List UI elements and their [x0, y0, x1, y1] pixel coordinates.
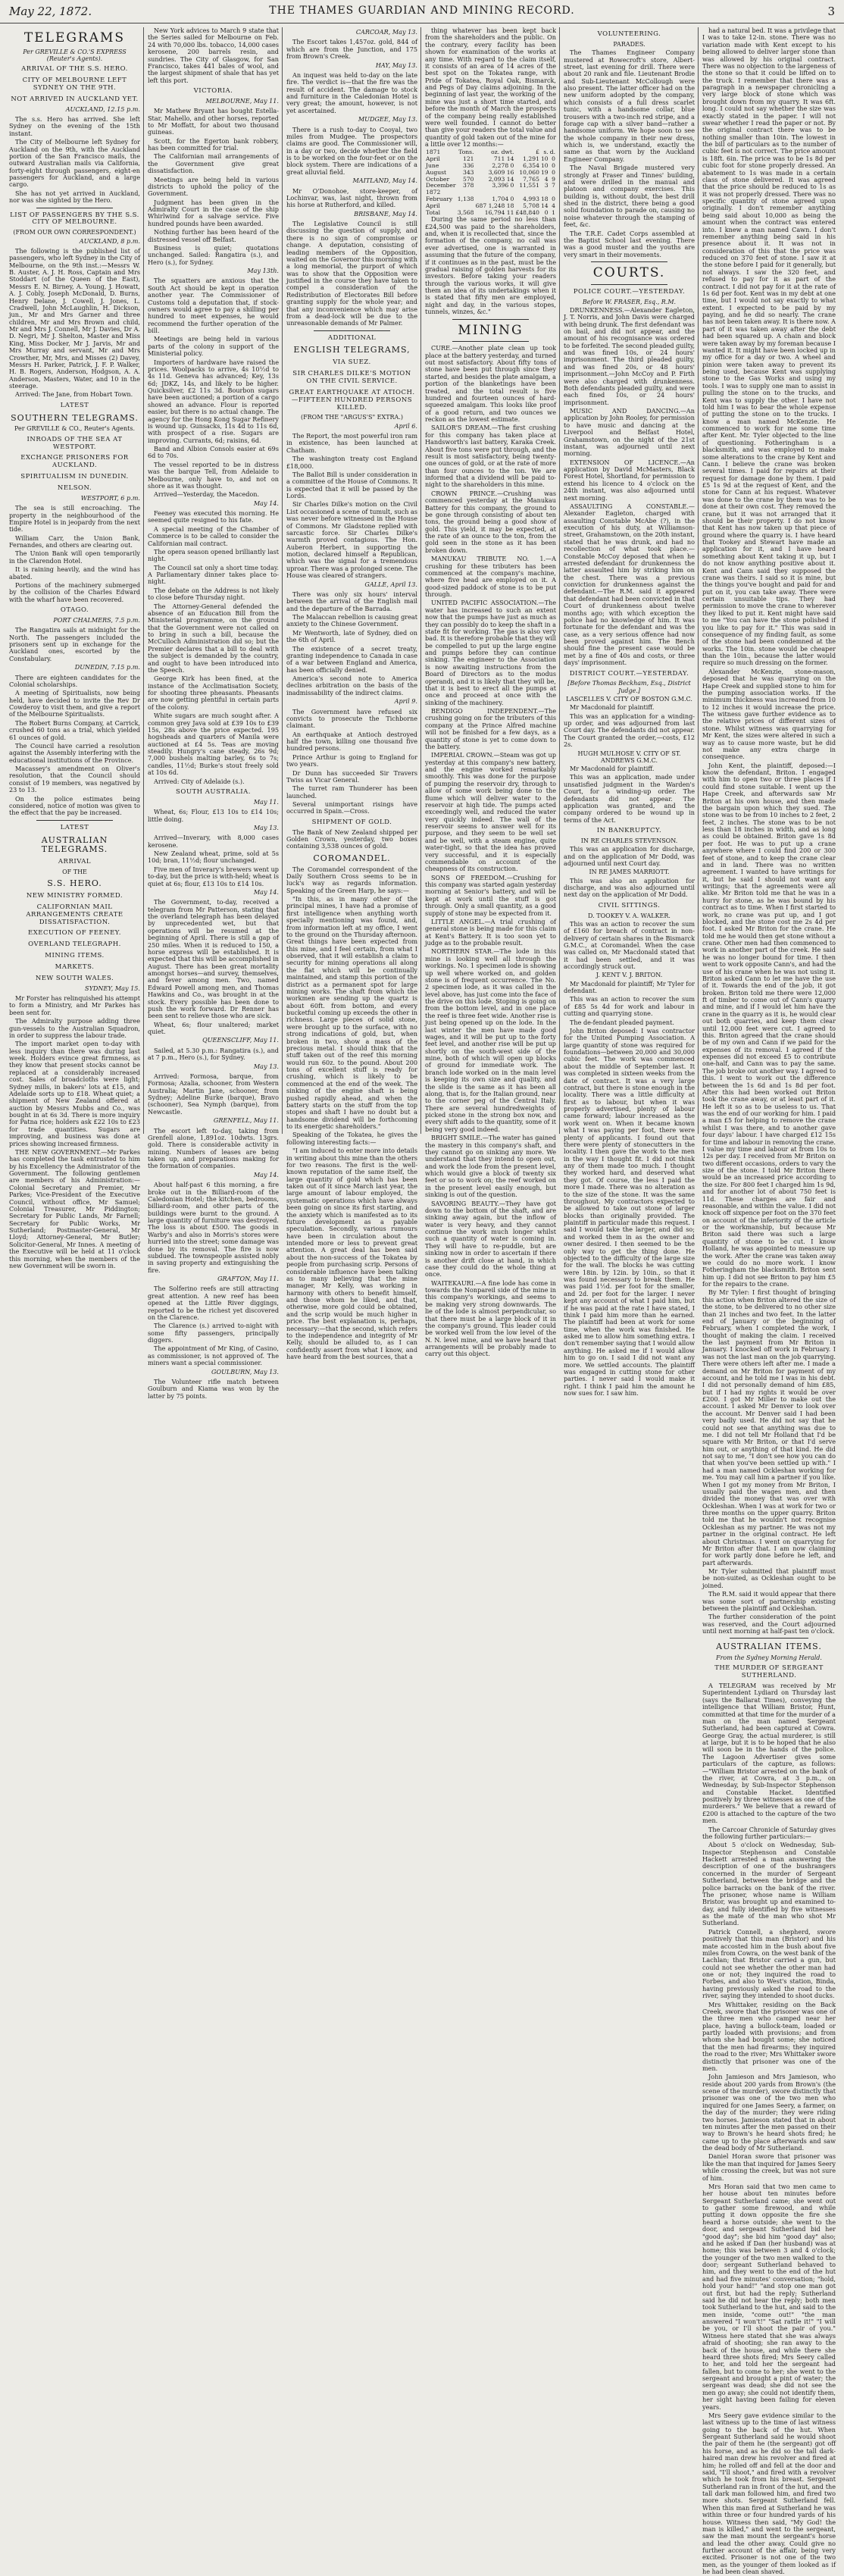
table-cell: 16,794 11 [484, 208, 514, 216]
dateline: GRAFTON, May 11. [217, 1275, 279, 1283]
headline: ARRIVAL OF THE S.S. HERO. [21, 65, 128, 74]
paragraph: CROWN PRINCE.—Crushing was commenced yesterday at the Manukau Battery for this company, the ground to be gone through consisting of about ten tons, the ground being a good show of gold. This yield, it may be expected, at the rate of an ounce to the ton, from the gold seen in the stone as it has been broken down. [425, 489, 556, 554]
paragraph: The washington treaty cost England £18,000. [286, 455, 417, 470]
paragraph: THE NEW GOVERNMENT.—Mr Parkes has completed the task entrusted to him by his Excellency the Administrator of the Government. The following gentlemen are members of his Administration:—Colonial Secretary and Premier, Mr Parkes; Vice-President of the Executive Council, without office, Mr Samuel; Colonial Treasurer, Mr Piddington; Secretary for Public Lands, Mr Farnell; Secretary for Public Works, Mr Sutherland; Postmaster-General, Mr Lloyd; Attorney-General, Mr Butler; Solicitor-General, Mr Innes. A meeting of the Executive will be held at 11 o'clock this morning, when the members of the new Government will be sworn in. [9, 1147, 140, 1269]
paragraph: Mrs Horan said that two men came to her house about ten minutes before Sergeant Sutherland came; she went out to gather some firewood, and while putting it down opposite the fire she heard a horse outside; she went to the door, and sergeant Sutherland bid her "good day"; she bid him "good day" also; and he asked if Dan (her husband) was at home; this was between 3 and 4 o'clock; the younger of the two men walked to the door; sergeant Sutherland behaved to him, and they went to the end of the hut and had five minutes' conversation; "hold, hold your hand!" "and stop one man got out first, but had the reply; Sutherland said he did not hear the reply; both men took Sutherland to the hut, and said to the men inside, "come out!" "the man answered "I won't!" "Sat rattle it!" "I will be you, or I'll shoot the pair of you." Witness here stated that she was always afraid of shooting; she ran away to the back of the house, and while there she heard three shots fired; Mrs Seery called to her, and told her the sergeant had fallen, but to come to her; she went to the sergeant and brought a pint of water; the sergeant was dead; she did not see the men go away; she could not identify them, her sight having been failing for eleven years. [702, 2182, 836, 2411]
paragraph: John Briton deposed: I was contractor for the United Pumping Association. A large quantity of stone was required for foundations—between 20,000 and 30,000 cubic feet. The work was commenced about the middle of September last. It was completed in sixteen weeks from the date of contract. It was a very large contract, but there is stone enough in the locality. There was a little difficulty at first as to labour, but when it was properly advertised, plenty of labour came forward; labour increased as the work went on. When it became known what I was paying per foot, there were plenty of applicants. I found out that there were plenty of stonecutters in the locality. I then gave the work to the men in the way I thought fit. I did not think any of them made too much. I thought they worked hard, and deserved what they got. Of course, the less I paid the more I made. There was no alteration as to the size of the stone. It was the same throughout. My contractors expected to be allowed to take out stone of larger blocks than originally provided. The plaintiff in particular made this request. I said I would take the larger, and did so; and worked them in as the owner and owner desired. I then seemed to be the only way to get the thing done. He objected to the difficulty of the large size for the wall. The blocks he was cutting were 18in. by 12in. by 10in., so that it was found necessary to break them. He was paid 1½d. per foot for the smaller, and 2d. per foot for the larger. I never kept any account of what I paid him, but if he was paid at the rate I have stated, I think I paid him more than he earned. The plaintiff had been at work for some time, when the work was finished. He asked me to allow him something extra. I don't remember saying that I would allow anything. He asked me if I would allow him to go on. I said I did not want any more. We settled accounts. The plaintiff was engaged in cutting stone for other parties. I never said I would make it right. I think I paid him the amount he now sues for. I saw him. [564, 1026, 695, 1398]
gold-returns-table [425, 149, 556, 216]
table-cell: 1872 [426, 189, 441, 196]
dateline: DUNEDIN, 7.15 p.m. [74, 663, 140, 671]
paragraph: Arrived—Inverary, with 8,000 cases kerosene. [148, 834, 279, 849]
case-title: D. TOOKEY V. A. WALKER. [588, 912, 671, 919]
paragraph: The Solferino reefs are still attracting great attention. A new reef has been opened at the Little River diggings, reported to be the richest yet discovered on the Clarence. [148, 1285, 279, 1321]
headline: ARRIVAL [58, 858, 92, 866]
paragraph: The R.M. said it would appear that there was some sort of partnership existing between the plaintiff and Ockleshan. [702, 1590, 836, 1612]
divider [591, 261, 667, 262]
paragraph: SONS OF FREEDOM.—Crushing for this company was started again yesterday morning at Senior's battery, and will be kept at work until the stuff is got through. Only a small quantity, as a good supply of stone may be expected from it. [425, 873, 556, 917]
headline: LIST OF PASSENGERS BY THE S.S. CITY OF MELBOURNE. [10, 211, 139, 227]
paragraph: BENDIGO INDEPENDENT.—The crushing going on for the tributers of this company at the Prince Alfred machine will not be finished for a few days, as a quantity of stone is yet to come down to the battery. [425, 707, 556, 750]
dateline: SYDNEY, May 15. [85, 984, 140, 992]
paragraph: EXTENSION OF LICENCE.—An application by David McMasters, Black Forest Hotel, Shortland, for permission to extend his licence to 4 o'clock on the 24th instant, was also adjourned until next morning. [564, 458, 695, 502]
paragraph: Sir Charles Dilke's motion on the Civil List occasioned a scene of tumult, such as was never before witnessed in the House of Commons. Mr Gladstone replied with sarcastic force. Sir Charles Dilke's warmth proved contagious. The Hon. Auberon Herbert, in supporting the motion, declared himself a Republican, which was the signal for a tremendous uproar. There was a prolonged scene. The House was cleared of strangers. [286, 500, 417, 580]
paragraph: The Union Bank will open temporarily in the Clarendon Hotel. [9, 549, 140, 565]
case-title: J. KENT V. J. BRITON. [595, 972, 663, 979]
paragraph: Daniel Horan swore that prisoner was like the man that inquired for James Seery while crossing the creek, but was not sure of him. [702, 2152, 836, 2182]
headline: NOT ARRIVED IN AUCKLAND YET. [11, 95, 139, 103]
paragraph: Alexander McKenzie, stone-mason, deposed that he was quarrying on the Hape Creek and supplied stone to him for the pumping association works. If the minimum thickness was increased from 10 to 12 inches it would increase the price. The witness gave further evidence as to the relative prices of different sizes of stone. Whilst witness was quarrying for Mr Kent, the sizes were altered in such a way as to cause more waste, but he did not make any extra charge in consequence. [702, 667, 836, 761]
dateline: May 11. [253, 797, 279, 806]
masthead [0, 0, 844, 23]
table-cell: 0 [552, 155, 555, 163]
dateline: May 13. [253, 823, 279, 831]
table-cell: 711 14 [493, 155, 514, 163]
paragraph: Wheat, 6s; flour unaltered; market quiet. [148, 1020, 279, 1036]
headline: SPIRITUALISM IN DUNEDIN. [20, 473, 129, 481]
headline: OVERLAND TELEGRAPH. [28, 941, 121, 949]
page-date: May 22, 1872. [9, 5, 92, 18]
column-rule [282, 27, 283, 1134]
table-cell: 10,060 [519, 168, 539, 176]
paragraph: MUSIC AND DANCING.—An application by John Rooley, for permission to have music and dancing at the Liverpool and Belfast Hotel, Grahamstown, on the night of the 21st instant, was adjourned until next morning. [564, 407, 695, 458]
paragraph: WAITEKAURI.—A fine lode has come in towards the Nonpareil side of the mine in this company's workings, and seems to be making very strong downwards. The lie of the lode is almost perpendicular, so that there must be a large block of it in the company's ground. This leader could be worked well from the low level of the N. N. level mine, and we have heard that arrangements will be probably made to carry out this object. [425, 1279, 556, 1358]
paragraph: ASSAULTING A CONSTABLE.—Alexander Eagleton, charged with assaulting Constable McAbe (?), in the execution of his duty, at Williamson-street, Grahamstown, on the 20th instant, stated that he was drunk, and had no recollection of what took place.—Constable McCoy deposed that when he arrested defendant for drunkenness the latter assaulted him by striking him on the chest. There was a previous conviction for drunkenness against the defendant.—The R.M. said it appeared that defendant had been convicted in that Court of drunkenness about twelve months ago; with which exception the police had no knowledge of him. It was fortunate for the defendant and was the case, as a very serious offence had now been proved against him. The Bench should fine the present case would be met by a fine of 40s and costs, or three days' imprisonment. [564, 502, 695, 667]
table-cell: 1,138 [457, 195, 474, 202]
divider [452, 319, 529, 320]
paragraph: thing whatever has been kept back from the shareholders and the public. On the contrary, every facility has been shown for examination of the works at any time. With regard to the claim itself, it consists of an area of 14 acres of the best spot on the Tokatea range, with Pride of Tokatea, Royal Oak, Bismarck, and Pegs of Day claims adjoining. In the beginning of last year, the working of the mine was just a short time started, and before the month of March the prospects of the company being really established were well founded. I cannot do better than give your readers the total value and quantity of gold taken out of the mine for a little over 12 months:— [425, 27, 556, 148]
region-heading: NEW SOUTH WALES. [35, 974, 114, 982]
section-heading: VOLUNTEERING. [597, 30, 661, 38]
paragraph: The Admiralty purpose adding three gun-vessels to the Australian Squadron, in order to suppress the labour trade. [9, 1017, 140, 1039]
headline: EXCHANGE PRISONERS FOR AUCKLAND. [20, 454, 129, 470]
paragraph: This was an application, made under unsatisfied judgment in the Warden's Court, for a winding-up order. The defendants did not appear. The application was granted, and the company ordered to be wound up in terms of the Act. [564, 773, 695, 824]
paragraph: "In this, as in many other of the principal mines, I have had a promise of first intelligence when anything worth specially mentioning was found, and, from information left at my office, I went to the ground on the Thursday afternoon. Great things have been expected from this mine, and I feel certain, from what I observed, that it will establish a claim to security for mining operations all along the flat which will be continually maintained, and stamp this portion of the district as a permanent spot for large mining works. The shaft from which the workmen are sending up the quartz is about 60ft. from bottom, and every bucketful coming up exceeds the other in richness. Large pieces of solid stone, were brought up to the surface, with no strong indications of gold, but, when broken in two, show a mass of the precious metal. I should think that the stuff taken out of the reef this morning would run 60z. to the pound. About 200 tons of excellent stuff is ready for crushing, which is likely to be commenced at the end of the week. The sinking of the engine shaft is being pushed rapidly ahead, and when the battery starts on the stuff from the top stopes and shaft I have no doubt but a handsome dividend will be forthcoming to its energetic shareholders." [286, 895, 417, 1131]
table-cell: 1,291 [523, 155, 539, 163]
paragraph: A meeting of Spiritualists, now being held, have decided to invite the Rev Dr Cowderoy to visit them, and give a report of the Melbourne Spiritualists. [9, 689, 140, 718]
paragraph: Arrived: City of Adelaide (s.). [154, 777, 245, 785]
case-title: IN RE CHARLES STEVENSON. [580, 837, 678, 844]
region-heading: OTAGO. [60, 606, 89, 615]
paragraph: Mr Tyler submitted that plaintiff must be non-suited, as Ockleshan ought to be joined. [702, 1567, 836, 1589]
table-cell: 570 [462, 175, 474, 183]
table-cell: 1871 [426, 149, 441, 156]
paragraph: Business is quiet; quotations unchanged. Sailed: Rangatira (s.), and Hero (s.), for Sydney. [148, 243, 279, 266]
table-cell: 7 [552, 182, 555, 189]
column-rule [143, 27, 144, 1134]
paragraph: The Carcoar Chronicle of Saturday gives the following further particulars:— [702, 1825, 836, 1840]
table-cell: d. [549, 149, 555, 156]
dateline: GOULBURN, May 13. [211, 1367, 279, 1376]
paragraph: George Kirk has been fined, at the instance of the Acclimatisation Society, for shooting three pheasants. Pheasants are now getting plentiful in certain parts of the colony. [148, 675, 279, 711]
dateline: MAITLAND, May 14. [352, 177, 417, 185]
table-cell: £ [536, 149, 539, 156]
byline: Per GREVILLE & CO.'S EXPRESS (Reuter's Agents). [23, 48, 127, 62]
paragraph: Macassey's amendment on Oliver's resolution, that the Council should consist of 19 members, was negatived by 23 to 13. [9, 765, 140, 794]
paragraph: The squatters are anxious that the South Act should be kept in operation another year. The Commissioner of Customs told a deputation that, if stock-owners would agree to pay a shilling per hundred to meet expenses, he would recommend the further operation of the bill. [148, 277, 279, 335]
paragraph: Patrick Connell, a shepherd, swore positively that this man (Bristor) and his mate accosted him in the bush about five miles from Cowra, on the west bank of the Lachlan; that Bristor carried a gun, but could not see whether the other man had one or not; they inquired the road to Forbes, and also to West's station, Binda, having previously asked the road to the river, saying they intended to shoot ducks. [702, 1927, 836, 2000]
paragraph: Mr Macdonald for plaintiff; Mr Tyler for defendant. [564, 979, 695, 995]
case-title: HUGH MULHOSE V. CITY OF ST. ANDREWS G.M.C. [577, 750, 681, 764]
paragraph: The T.R.E. Cadet Corps assembled at the Baptist School last evening. There was a good muster and the youths are very smart in their movements. [564, 229, 695, 258]
paragraph: Five men of Inverary's brewers went up to-day, but the price is with-held; wheat is quiet at 6s; flour, £13 10s to £14 10s. [148, 865, 279, 887]
paragraph: Several unimportant risings have occurred in Spain.—Cross. [286, 800, 417, 815]
dateline: May 14. [253, 499, 279, 507]
paragraph: A special meeting of the Chamber of Commerce is to be called to consider the Californian mail contract. [148, 524, 279, 547]
paragraph: Arrived: The Jane, from Hobart Town. [15, 390, 133, 399]
headline: MINING ITEMS. [45, 952, 105, 960]
paragraph: This was an action to recover the sum of £160 for breach of contract in non-delivery of certain shares in the Bismarck G.M.C., at Coromandel. When the case was called on, Mr Macdonald stated that it had been settled, and it was accordingly struck out. [564, 919, 695, 971]
paragraph: The s.s. Hero has arrived. She left Sydney on the evening of the 15th instant. [9, 115, 140, 137]
paragraph: John Kent, the plaintiff, deposed:—I know the defendant, Briton. I engaged with him to open two or three places if I could find stone suitable. I went up the Hape Creek, and afterwards saw Mr Briton at his own house, and then made the bargain upon which they sued. The stone was to be from 10 inches to 2 feet, 2 feet, 2 inches. The stone was to be not less than 18 inches in width, and as long as could be obtained. Briton gave 1s 8d per foot. He was to put up a crane anywhere where I could find 200 or 300 feet of stone, and to keep the crane clear and in land. There was no written agreement. I wanted to have writings for it, but he said I should not want any writings; that the agreements were all alike. Mr Briton told me that he was in a hurry for stone, as he was bound by his contract as to time. When I first started to work, no crane was put up, and I got blocked, and the stone cost me 2s 4d per foot. I asked Mr Briton for the crane. He told me he would then get stone without a crane. Other men had then commenced to work in another part of the creek. He said he was no longer bound for time. I then went to work opposite Cann's, and had the use of his crane when he was not using it. Briton asked Cann to let me have the use of it. Towards the end of the job, it got broken. Briton told me there were 12,000 ft of timber to come out of Cann's quarry and mine, and if I would let him have the crane in the quarry as it is, he would clear out both quarries, and keep them clear until 12,000 feet were cut. I agreed to this. Briton agreed that the crane should be of my own and Cann if we paid for the expenses of its removal. I agreed if the expenses did not exceed £5 to contribute one-half, and Cann was to pay the same. The job broke out another way. I agreed to this. I went to work out the difference between the 1s 6d and 1s 8d per foot. After this had been worked out Briton took the crane away, or at least part of it. He left it so as to be useless to us. That was the end of our working for him. I paid a man £5 for helping to remove the crane whilst I was there, and to another gave four days' labour. I have charged £12 15s for time and labour in removing the crane. I value my time and labour at from 10s to 12s per day. I received from Mr Briton on two different occasions, orders to vary the size of the stone. I told Mr Briton there would be an increased price according to the size. For 800 feet I charged him 1s 9d, and for another lot of about 750 feet is 11d. These charges are fair and reasonable, and within the value. I did not knock off sixpence per foot on the 370 feet on account of the inferiority of the article or the workmanship, but because Mr Briton said there was such a large quantity of stone to be cut. I know Holland, he was appointed to measure up the work. After the crane was taken away we could do no more work. I know Fotheringham the blacksmith. Briton sent him up. I did not see Briton to pay him £5 for the repairs to the crane. [702, 761, 836, 1288]
paragraph: The following is the published list of passengers, who left Sydney in the City of Melbourne, on the 9th inst.:—Messrs W. B. Auster, A. J. H. Ross, Captain and Mrs Stoddart (of the Queen of the East), Messrs E. N. Birney, A. Young, J. Howatt, A. J. Cobly, Joseph McDonald, D. Burns, Henry Delane, J. Cowell, J. Jones, L. Cradwell, John McLaughlin, H. Dickson, jun., Mr and Mrs Garner and three children, Mr and Mrs Brown and child, Mr and Mrs J. Connell, Mr J. Davies, Dr A. D. Negri, Mr J. Shelton, Master and Miss King, Miss Docker, Mr J. Jarvis, Mr and Mrs Murray and servant, Mr and Mrs Crowther, Mr, Mrs, and Misses (2) Davey, Messrs H. Parker, Patrick, J. F. P. Walker, H. B. Rogers, Anderson, Hodgson, A. A. Anderson, Masters, Water, and 10 in the steerage. [9, 246, 140, 390]
paragraph: Wheat, 6s; Flour, £13 10s to £14 10s; little doing. [148, 808, 279, 823]
table-cell: 9 [552, 175, 555, 183]
paragraph: New York advices to March 9 state that the Series sailed for Melbourne on Feb. 24 with 70,000 lbs. tobacco, 14,000 cases kerosene, 200 barrels resin, and sundries. The City of Glasgow, for San Francisco, takes 441 bales of wool, and the largest shipment of shale that has yet left this port. [148, 27, 279, 84]
paragraph: The Escort takes 1,457oz. gold, 844 of which are from the Junction, and 175 from Brown's Creek. [286, 38, 417, 61]
paragraph: The Council sat only a short time today. A Parliamentary dinner takes place to-night. [148, 563, 279, 586]
dateline: April 6. [394, 421, 417, 430]
column-2 [148, 27, 279, 1400]
dateline: GALLE, April 13. [364, 580, 417, 588]
paragraph: This was an action to recover the sum of £85 5s 4d for work and labour in cutting and quarrying stone. [564, 995, 695, 1018]
region-heading: NELSON. [57, 484, 92, 492]
table-cell: 3,396 0 [492, 182, 514, 189]
paragraph: She has not yet arrived in Auckland, nor was she sighted by the Hero. [9, 189, 140, 205]
table-cell: 4 [552, 202, 555, 209]
paragraph: There are eighteen candidates for the Colonial scholarships. [9, 673, 140, 688]
dateline: GRENFELL, May 11. [213, 1116, 279, 1125]
paragraph: The Clarence (s.) arrived to-night with some fifty passengers, principally diggers. [148, 1322, 279, 1344]
section-kicker: ADDITIONAL [327, 333, 377, 342]
paragraph: Portions of the machinery submerged by the collision of the Charles Edward with the wharf have been recovered. [9, 581, 140, 603]
paragraph: UNITED PACIFIC ASSOCIATION.—The water has increased to such an extent now that the pumps have just as much as they can possibly do to keep the shaft in a state fit for working. The gas is also very bad. It is therefore probable that they will be compelled to put up the large engine and pumps before they can continue sinking. The engineer to the Association is now awaiting instructions from the Board of Directors as to the modus operandi, and it is likely that they will be, that it is best to erect all the pumps at once and proceed at once with the sinking of the machinery. [425, 599, 557, 706]
dateline: May 13th. [247, 267, 279, 275]
section-heading: COROMANDEL. [313, 853, 391, 863]
paragraph: The Robert Burns Company, at Carrick, crushed 60 tons as a trial, which yielded 61 ounces of gold. [9, 718, 140, 741]
paragraph: Feeney was executed this morning. He seemed quite resigned to his fate. [148, 509, 279, 524]
paragraph: The existence of a secret treaty, granting independence to Canada in case of a war between England and America, has been officially denied. [286, 644, 417, 674]
dateline: MELBOURNE, May 11. [205, 96, 279, 105]
table-cell: 19 [540, 168, 549, 176]
table-row [425, 183, 556, 189]
section-heading: TELEGRAMS [23, 30, 126, 45]
table-cell: 2,278 0 [492, 161, 514, 169]
paragraph: Mr Macdonald for plaintiff. [570, 703, 655, 712]
paragraph: There is a rush to-day to Cooyal, two miles from Mudgee. The prospectors claims are good. The Commissioner will, in a day or two, decide whether the field is to be worked on the four-feet or on the block system. There are indications of a great alluvial field. [286, 125, 417, 176]
page-number: 3 [827, 5, 835, 18]
paragraph: The de-fendant pleaded payment. [570, 1018, 674, 1026]
paragraph: White sugars are much sought after. A common grey Java sold at £39 10s to £39 15s, 28s above the price expected. 195 hogsheads and quarters of Manila were auctioned at £4 5s. Teas are moving steadily. Hungry's cane steady, 26s 9d; 7,000 bushels malting barley, 6s to 7s; candles, 11½d; Burke's stout freely sold at 10s 6d. [148, 712, 279, 777]
table-cell: August [426, 168, 447, 176]
paragraph: The debate on the Address is not likely to close before Thursday night. [148, 586, 279, 602]
paragraph: An inquest was held to-day on the late fire. The verdict is—that the fire was the result of accident. The damage to stock and furniture in the Caledonian Hotel is very great; the amount, however, is not yet ascertained. [286, 70, 417, 114]
paragraph: Mrs Whittaker, residing on the Back Creek, swore that the prisoner was one of the three men who camped near her place, having a bullock-team, loaded or partly loaded with provisions; and from whom she had bought some; she noticed that the men had firearms; they inquired the road to the river; Mrs Whittaker swore distinctly that prisoner was one of the men. [702, 2000, 836, 2072]
headline: THE MURDER OF SERGEANT SUTHERLAND. [714, 1664, 824, 1680]
dateline: May 14. [253, 887, 279, 896]
paragraph: Mr Macdonald for plaintiff. [570, 765, 655, 773]
paragraph: LITTLE ANGEL.—A trial crushing of general stone is being made for this claim at Kent's Battery. It is too soon yet to judge as to the probable result. [425, 917, 556, 947]
table-cell: 10 [540, 155, 549, 163]
column-6 [702, 27, 836, 2576]
table-cell: oz. dwt. [491, 149, 514, 156]
paragraph: About 5 o'clock on Wednesday, Sub-Inspector Stephenson and Constable Hackett arrested a man answering the description of one of the bushrangers concerned in the murder of Sergeant Sutherland, between the bridge and the police barracks on the bank of the river. The prisoner, whose name is William Bristor, was brought up and examined to-day, and fully identified by five witnesses as the mate of the man who shot Mr Sutherland. [702, 1841, 836, 1927]
table-cell: 6,354 [523, 161, 539, 169]
paragraph: Meetings are being held in various districts to uphold the policy of the Government. [148, 175, 279, 198]
case-title: LASCELLES V. CITY OF BOSTON G.M.C. [566, 695, 692, 703]
headline: NEW MINISTRY FORMED. [26, 891, 123, 900]
divider [452, 341, 529, 342]
paragraph: SAVORING BEAUTY.—They have got down to the bottom of the shaft, and are sinking away again, but the inflow of water is very heavy, and they cannot continue the work much longer whilst such a quantity of water is coming in. They will have to re-puddle, but are sinking now in order to ascertain if there is another drift close at hand, in which case they could do the whole thing at once. [425, 1199, 556, 1279]
column-rule [559, 27, 560, 1134]
paragraph: had a natural bed. It was a privilege that I was to take 12-in. stone. There was no variation made with Kent except to his being allowed to deliver larger stone than was allowed by his original contract. There was no objection to the largeness of the stone so that it could be lifted on to the truck. I remember that there was a paragraph in a newspaper chronicling a very large block of stone which was brought down from my quarry. It was 6ft. long. I could not say whether the size was exactly stated in the paper. I will not swear whether I read the paper or not. By the original contract there was to be nothing smaller than 10in. The lowest in the bill of particulars as to the number of cubic feet is not correct. The price amount is 18ft. 6in. The price was to be 1s 8d per cubic foot for stone properly dressed. An abatement to 1s was made in a certain class of stone delivered. It was agreed that the price should be reduced to 1s as it was not properly dressed. There was no specific quantity of stone agreed upon originally. I don't remember anything being said about 10,000 as being the amount when the contract was entered into. I knew a man named Cawn. I don't remember anything being said in his presence about it. It was not in consideration of this that the price was reduced on 370 feet of stone. I saw it at the stone before I paid for it generally, but not always. I saw the 320 feet, and refused to pay for it as part of the contract. I did not pay for it at the rate of 1s 6d per foot. Kent was in my debt at one time, but I would not say exactly to what extent. I expected to be paid by my paying, and he did so nearly. The crane has not been taken away. It is there now. A part of it was taken away after the debt had been squared up. A chain and block were taken away by my foreman because I wanted it. It might have been locked up in my office for a day or two. A wheel and pinion were taken away to prevent its being used, because Kent was supplying stone to the Gas Works and using my tools. I was to supply one man to assist in pulling the stone on to the trucks, and Kent was to supply the other. I have not told him I was to bear the whole expense of putting the stone on to the trucks. I know a man named McKenzie. He commenced to work for me some time after Kent. Mr. Tyler objected to the line of questioning. Fotheringham is a blacksmith, and was employed to make some alterations to the crane by Kent and Cann. I believe the crane was broken several times. I paid for repairs at their request for damage done by them. I paid £5 1s 9d at the request of Kent, and the stone for Cann at his request. Whatever was done to the crane by them was to be done at their own cost. They removed the crane, but it was not arranged that it should be their property. I do not know that Kent has now taken up that piece of ground where the quarry is. I have heard that Tookey and Stewart have made an application for it, and I have heard something about Kent taking it up, but I do not know anything positive about it. Kent and Cann said they supposed the crane was theirs. I said so it is mine, but the things you've bought and paid for and put on it, you can take away. There were certain unsuitable tips. They had permission to move the crane to wherever they liked to put it. Kent might have said to me "You can have the stone polished if you like to pay for it." This was said in consequence of my finding fault, as some of the stone had been condemned at the works. The 10in. stone would be cheaper than the 10in., because the latter would require so much dressing on the former. [702, 27, 836, 667]
paragraph: It is raining heavily, and the wind has abated. [9, 565, 140, 581]
dateline: May 14. [253, 1170, 279, 1178]
section-heading: AUSTRALIAN ITEMS. [716, 1642, 822, 1652]
dateline: WESTPORT, 6 p.m. [80, 493, 140, 502]
paragraph: The appointment of Mr King, of Casino, as commissioner, is not approved of. The miners want a special commissioner. [148, 1344, 279, 1367]
paragraph: The Attorney-General defended the absence of an Education Bill from the Ministerial programme, on the ground that the Government were not called on to bring in such a bill, because the McCulloch Administration did so; but the Premier declares that a bill to deal with the subject is demanded by the country, and ought to have been introduced into the Speech. [148, 602, 279, 674]
paragraph: Sailed, at 5.30 p.m.: Rangatira (s.), and at 7 p.m., Hero (s.), for Sydney. [148, 1046, 279, 1062]
paragraph: An earthquake at Antioch destroyed half the town, killing one thousand five hundred persons. [286, 730, 417, 753]
paragraph: William Carr, the Union Bank, Fernandes, and others are clearing out. [9, 534, 140, 549]
paragraph: The Government, to-day, received a telegram from Mr Patterson, stating that the overland telegraph has been delayed by unprecedented wet, but that operations will be resumed at the beginning of April. There is still a gap of 250 miles. When it is reduced to 150, a horse express will be established. It is expected that this will be accomplished in August. There has been great mortality amongst horses—and survey, themselves, and fever among men. Two, named Edward Powell among men, and Thomas Hawkins and Co., was brought in at the stock. Every possible has been done to push the work forward. Dr Renner has been sent to relieve those who are sick. [148, 898, 279, 1020]
paragraph: The import market open to-day with less inquiry than there was during last week. Holders evince great firmness, as they know that present stocks cannot be replaced at a considerably increased cost. Sales of broadcloths were light; Sydney mills, in bakers' lots at £15, and Adelaide sorts up to £18. Wheat quiet; a shipment of New Zealand offered at auction by Messrs Mubbs and Co., was bought in at 6s 3d. There is more inquiry for Patna rice; holders ask £22 10s to £23 for trade quantities. Sugars are improving, and business was done at prices showing increased firmness. [9, 1040, 140, 1147]
table-cell: 1 [552, 208, 555, 216]
paragraph: The Bank of New Zealand shipped per Golden Crown, yesterday, two boxes containing 3,538 ounces of gold. [286, 828, 417, 850]
table-cell: 4 [544, 175, 549, 183]
paragraph: DRUNKENNESS.—Alexander Eagleton, J. T. Norris, and John Davis were charged with being drunk. The first defendant was on bail, and did not appear, and the amount of his recognisance was ordered to be forfeited. The second pleaded guilty, and was fined 10s, or 24 hours' imprisonment. The third pleaded guilty, and was fined 20s, or 48 hours' imprisonment.—John McCoy and P. Firth were also charged with drunkenness. Both defendants pleaded guilty, and were each fined 10s, or 24 hours' imprisonment. [564, 305, 696, 406]
region-heading: SOUTH AUSTRALIA. [176, 787, 251, 796]
paragraph: Judgment has been given in the Admiralty Court in the case of the ship Whirlwind for a salvage service. Five hundred pounds have been awarded. [148, 198, 279, 227]
byline: (FROM OUR OWN CORRESPONDENT.) [13, 229, 136, 236]
dateline: CARCOAR, May 13. [355, 28, 417, 36]
headline: IN BANKRUPTCY. [596, 827, 662, 835]
table-cell: 3,609 16 [488, 168, 514, 176]
paragraph: There was only six hours' interval between the arrival of the English mail and the departure of the Barrada. [286, 590, 417, 612]
table-cell: s. [543, 149, 549, 156]
dateline: MUDGEE, May 13. [358, 115, 417, 124]
table-cell: 11,551 [519, 182, 539, 189]
table-cell: Tons. [458, 149, 474, 156]
paragraph: BRIGHT SMILE.—The water has gained the mastery in this company's shaft, and they cannot go on sinking any more. We understand that they intend to open out, and work the lode from the present level, which would give a block of twenty six feet or so to work on; the reef worked on in the present level easily enough, but sinking is out of the question. [425, 1134, 556, 1199]
divider [591, 284, 667, 285]
column-4 [425, 27, 557, 1358]
paragraph: The escort left to-day, taking from Grenfell alone, 1,891oz. 10dwts. 13grs. gold. There is considerable activity in mining. Numbers of leases are being taken up, and preparations making for the formation of companies. [148, 1126, 279, 1170]
paragraph: The Naval Brigade mustered very strongly at Fraser and Tinnes' building, and were drilled in the manual and platoon and company exercises. This building is, without doubt, the best drill shed in the district, there being a good solid foundation to parade on, causing no noise whatever through the stamping of feet, &c. [564, 164, 695, 229]
table-cell: 7,765 [523, 175, 539, 183]
section-kicker: LATEST [60, 823, 89, 831]
paragraph: Mr Mathew Bryant has bought Estella-Star, Mahello, and other horses, reported to Mr Moffatt, for about two thousand guineas. [148, 107, 279, 136]
paragraph: Nothing further has been heard of the distressed vessel off Belfast. [148, 228, 279, 243]
subheading: PARADES. [613, 40, 646, 48]
paragraph: The Rangatira sails at midnight for the North. The passengers included the prisoners sent up in exchange for the Auckland ones, escorted by the Constabulary. [9, 626, 140, 662]
column-3 [286, 27, 417, 1361]
byline: From the Sydney Morning Herald. [716, 1654, 822, 1662]
paragraph: The Legislative Council is still discussing the question of supply, and there is no sign of compromise or change. A deputation, consisting of leading members of the Opposition, waited on the Governor this morning with a long memorial, the purport of which was to show that the Opposition were justified in the course they have taken to compel a consideration of the Redistribution of Electorates Bill before granting supply for the whole year; and that any inconvenience which may arise from a dead-lock will be due to the unreasonable demands of Mr Palmer. [286, 220, 417, 327]
byline: (FROM THE "ARGUS'S" EXTRA.) [300, 414, 403, 421]
paragraph: The Coromandel correspondent of the Daily Southern Cross seems to be in luck's way as regards information. Speaking of the Green Harp, he says:— [286, 865, 417, 894]
paragraph: A TELEGRAM was received by Mr Superintendent Lydiard on Thursday last (says the Ballarat Times), conveying the intelligence that William Bristor, Hunt, committed at that time for the murder of a man on the man named Sergeant Sutherland, had been captured at Cowra. George Gray, the actual murderer, is still at large, but it is to be hoped that he also will soon be in the hands of the police. The Lagoon Advertiser gives some particulars of the capture, as follows:—"William Bristor arrested on the bank of the river, at Cowra, at 3 p.m., on Wednesday, by Sub-Inspector Stephenson and Constable Hacket. Identified positively by three witnesses as one of the murderers." We believe that a reward of £200 is attached to the capture of the two men. [702, 1682, 836, 1825]
divider [314, 330, 390, 331]
table-cell: 0 [552, 161, 555, 169]
paragraph: The Council have carried a resolution against the Assembly interfering with the educational institutions of the Province. [9, 741, 140, 764]
paragraph: "I am induced to enter more into details in writing about this mine than the others for two reasons. The first is the well-known reputation of the same itself, the large quantity of gold which has been taken out of it since March last year, the large amount of labour employed, the systematic operations which have always been going on since its first starting, and the anxiety which is manifested as to its future development as a payable speculation. Secondly, various rumours have been in circulation about the intended more or less to prevent great attention. A great deal has been said about the non-success of the Tokatea by people from purchasing scrip. Persons of considerable influence have been talking as to many believing that the mine manager, Mr Kelly, was working in harmony with others to benefit himself, and those whom he liked, and that, otherwise, more gold could be obtained, and the scrip would be much higher in price. The best explanation is, perhaps, necessary:—that the second, which refers to the independence and integrity of Mr Kelly, should be alluded to, as I can confidently assert from what I know, and have heard from the best sources, that a [286, 1147, 417, 1361]
paragraph: Mr Wentworth, late of Sydney, died on the 6th of April. [286, 628, 417, 644]
table-cell: 18 [540, 195, 549, 202]
table-cell: December [426, 182, 456, 189]
dateline: May 13. [253, 1062, 279, 1070]
paragraph: Band and Albion Consols easier at 69s 6d to 70s. [148, 445, 279, 460]
paragraph: The City of Melbourne left Sydney for Auckland on the 9th, with the Auckland portion of the San Francisco mails, the outward Australian mails via California, forty-eight through passengers, eight-en passengers for Auckland, and a large cargo. [9, 138, 140, 189]
table-cell: 14 [540, 202, 549, 209]
byline: Per GREVILLE & CO., Reuter's Agents. [14, 425, 135, 433]
table-cell: 1,704 0 [492, 195, 514, 202]
table-cell: 4,993 [523, 195, 539, 202]
headline: CIVIL SITTINGS. [598, 901, 661, 909]
paragraph: New Zealand wheat, prime, sold at 5s 10d; bran, 11½d; flour unchanged. [148, 850, 279, 865]
paragraph: The Ballot Bill is under consideration in a committee of the House of Commons. It is expected that it will be passed by the Lords. [286, 470, 417, 500]
paragraph: SAILOR'S DREAM.—The first crushing for this company has taken place at Handsworth's last battery, Karaka Creek. About five tons were put through, and the result is most satisfactory, being twenty-one ounces of gold, or at the rate of more than four ounces to the ton. We are informed that a dividend will be paid to-night to the shareholders in this mine. [425, 424, 556, 489]
paragraph: Prince Arthur is going to England for two years. [286, 753, 417, 768]
paragraph: Arrived: Formosa, barque, from Formosa; Azalia, schooner, from Western Australia; Martin Jane, schooner, from Sydney; Adeline Burke (barque), Bravo (schooner), Sea Nymph (barque), from Newcastle. [148, 1072, 279, 1116]
table-cell: June [426, 161, 439, 169]
paragraph: The opera season opened brilliantly last night. [148, 547, 279, 563]
paragraph: The Thames Engineer Company mustered at Rowecroft's store, Albert-street, last evening for drill. There were about 20 rank and file. Lieutenant Brodie and Sub-Lieutenant McCollough were also present. The latter officer had on the new uniform adopted by the company, which consists of a full dress scarlet tunic, with a handsome collar, blue trousers with a two-inch red stripe, and a forage cap with a silver band—rather a handsome uniform. We hope soon to see the whole company in their new dress, which is, we understand, exactly the same as that worn by the Auckland Engineer Company. [564, 49, 695, 163]
table-cell: 343 [462, 168, 474, 176]
column-1 [9, 27, 140, 1269]
table-cell: £48,840 [515, 208, 539, 216]
table-cell: 5,708 [523, 202, 539, 209]
headline: SIR CHARLES DILKE'S MOTION ON THE CIVIL SERVICE. [292, 370, 411, 385]
table-cell: October [426, 175, 450, 183]
section-heading: AUSTRALIAN TELEGRAMS. [41, 834, 108, 855]
dateline: PORT CHALMERS, 7.5 p.m. [53, 615, 140, 624]
paragraph: IMPERIAL CROWN.—Steam was got up yesterday at this company's new battery, and the engine worked remarkably smoothly. This was done for the purpose of pumping the reservoir dry, through to allow of some work being done to the flume which will deliver water to the reservoir at high tide. The pumps acted exceedingly well, and reduced the water very quickly indeed. The wall of the reservoir seems to answer well for its purpose, and they seem to be well set and be well, with a steam engine, quite water-tight, so that the idea has proved very successful, and it is especially commendable on account of the cheapness of its construction. [425, 751, 556, 873]
paragraph: CURE.—Another plate clean up took place at the battery yesterday, and turned out most satisfactory. About fifty tons of stone have been put through since they started, and besides the plate amalgam, a portion of the blanketings have been treated, and the total result is five hundred and fourteen ounces of hard-squeezed amalgam. This looks like proof of a good return, and two ounces we reckon as the lowest estimate. [425, 344, 556, 424]
paragraph: NORTHERN STAR.—The lode in this mine is looking well all through the workings. No. 1 specimen lode is showing up well where worked on, and golden stone is of frequent occurrence. The No. 2 specimen lode, as it was called in the level above, has just come into the face of the drive on this lode. Stoping is going on from the bottom level, and in one place the reef is three feet wide. Another rise is just being opened up on the lode. In the last winter the men have made good wages, and it will be put up to the forty feet level, and another rise will be put up shortly on the south-west side of the mine, both of which will open up blocks of ground for immediate work. The branch lode worked on in the main level is keeping its own size and quality, and the slide is the same as it has been all along, that is, for the Italian ground, near to the corner peg of the Central Italy. There are several hundredweights of picked stone in the strong box now, and every shift adds to the quantity, some of it being very good indeed. [425, 947, 556, 1133]
paragraph: During the same period no less than £24,500 was paid to the shareholders, and, when it is recollected that, since the formation of the company, no call was ever advertised, one is warranted in assuming that the future of the company, if it continues as in the past, must be the gradual raising of golden harvests for its investors. Before taking your readers through the various works, it will give them an idea of its undertakings when it is stated that fifty men are employed, night and day, in the various stopes, tunnels, winzes, &c." [425, 215, 556, 316]
headline: CALIFORNIAN MAIL ARRANGEMENTS CREATE DISSATISFACTION. [26, 903, 123, 926]
dateline: April 9. [394, 697, 417, 706]
dateline: AUCKLAND, 12.15 p.m. [65, 105, 140, 113]
table-cell: 10 [540, 161, 549, 169]
headline: VIA SUEZ. [333, 358, 371, 367]
headline: INROADS OF THE SEA AT WESTPORT. [27, 435, 123, 451]
paragraph: MANUKAU TRIBUTE NO. 1.—A crushing for these tributers has been commenced at the company's machine, where five head are employed on it. A good-sized paddock of stone is to be put through. [425, 555, 556, 599]
headline: SHIPMENT OF GOLD. [311, 818, 392, 826]
paragraph: This was an application for discharge, and on the application of Mr Dodd, was adjourned until next Court day. [564, 845, 695, 867]
divider [36, 820, 113, 821]
paragraph: John Jamieson and Mrs Jamieson, who reside about 200 yards from Brown's (the scene of the murder), swore distinctly that prisoner was one of the two men who inquired for one James Seery, a farmer, on the day of the murder; they were riding two horses. Jamieson stated that in about ten minutes after the men passed on their way to Brown's he heard shots fired; he came up to the place afterwards and saw the dead body of Mr Sutherland. [702, 2073, 836, 2152]
paragraph: This was an application for a winding-up order, and was adjourned from last Court day. The defendants did not appear. The Court granted the order,—costs, £12 2s. [564, 712, 695, 749]
section-heading: ENGLISH TELEGRAMS, [293, 345, 411, 355]
table-cell: 687 1,248 18 [475, 202, 514, 209]
paragraph: Importers of hardware have raised the prices. Woolpacks to arrive, 4s 10½d to 4s 11d. Geneva has advanced; Key, 13s 6d; JDKZ, 14s, and likely to be higher. Quicksilver, £2 11s 3d. Bourbon sugars have been auctioned; a portion of a cargo showed an advance. Flour is reported easier, but there is no actual change. The agency for the Hong Kong Sugar Refinery is wound up. Gunsacks, 11s 4d to 11s 6d, with prospect of a rise. Sugars are improving. Currants, 6d; raisins, 6d. [148, 358, 279, 444]
table-cell: 0 [552, 195, 555, 202]
headline: POLICE COURT.—YESTERDAY. [573, 287, 686, 296]
dateline: BRISBANE, May 14. [354, 209, 417, 218]
paragraph: Dr Dunn has succeeded Sir Travers Twiss as Vicar General. [286, 768, 417, 784]
byline: [Before Thomas Beckham, Esq., District Judge.] [567, 680, 691, 694]
table-cell: 3,568 [457, 208, 474, 216]
table-cell: 0 [544, 208, 549, 216]
table-cell: April [426, 202, 440, 209]
paragraph: The Report, the most powerful iron ram in existence, has been launched at Chatham. [286, 432, 417, 454]
paragraph: Arrived—Yesterday, the Macedon. [154, 490, 260, 499]
headline: GREAT EARTHQUAKE AT ATIOCH. —FIFTEEN HUNDRED PERSONS KILLED. [289, 388, 415, 412]
table-cell: April [426, 155, 440, 163]
paragraph: Scott, for the Egerton bank robbery, has been committed for trial. [148, 136, 279, 152]
section-kicker: LATEST [60, 401, 89, 409]
paragraph: Speaking of the Tokatea, he gives the following interesting facts:— [286, 1131, 417, 1146]
column-rule [698, 27, 699, 1134]
table-cell: 2,093 14 [488, 175, 514, 183]
case-title: IN RE JAMES MARRIOTT. [589, 869, 670, 876]
column-5 [564, 27, 696, 1398]
section-heading: SOUTHERN TELEGRAMS. [11, 412, 139, 423]
headline: CITY OF MELBOURNE LEFT SYDNEY ON THE 9TH. [22, 77, 127, 92]
paragraph: The turret ram Thunderer has been launched. [286, 784, 417, 800]
paragraph: Mrs Seery gave evidence similar to the last witness up to the time of last witness going to the back of the hut. When Sergeant Sutherland said he would shoot the pair of them he (the sergeant) got off his horse, and as he did so the tall dark-haired man drew his revolver and fired at him; he rolled off and fell at the door and said, "I'll shoot," and fired with a revolver which he took from his breast. Sergeant Sutherland ran in front of the hut, and the tall dark man followed him, and fired two more shots. Sergeant Sutherland fell. When this man fired at Sutherland he was within three or four hundred yards of his house. Witness then said, "My God! the man is killed," and went to the sergeant, saw the man mount the sergeant's horse and lead the other away. Could give no further account of the affair, being very excited. Prisoner is not one of the two men, as the younger of them looked as if he had been clean shaved. [702, 2411, 836, 2576]
paragraph: This was also an application for discharge, and was also adjourned until next day on the application of Mr Dodd. [564, 876, 695, 899]
section-heading: COURTS. [592, 265, 666, 280]
table-cell: 3 [544, 182, 549, 189]
paragraph: By Mr Tyler: I first thought of bringing this action when Briton altered the size of the stone, to be delivered to no other size than 21 inches and two feet. In the latter end of January or the beginning of February, when I completed the work, I thought of making the claim. I received the last payment from Mr Briton in January. I knocked off work in February. I was not the last man on the job quarrying. There were others left after me. I made a demand on Mr Briton for payment of my account, and he told me I was in his debt. I did not personally demand of him £85, but if I had my rights it would be over £200. I got Mr Miller to make out the account. I asked Mr Denver to look over the account. Mr Denver said I had been very badly used. He did not say that he could not see that anything was due to me. I did not tell Mr Holland that I'd be square with Mr Briton, or that I'd serve him out, or anything of that kind. He did not say to me, "I don't see how you can do that when you've been settled up with." I had a man named Ockleshan working for me. You may call him a partner if you like. When I got my money from Mr Briton, I usually paid the wages men, and then divided the money that was over with Ockleshan. When I was at work for two or three months on the upper quarry. Briton told me that he wouldn't not recognise Ockleshan as my partner. He was not my partner in the original contract. He left about Christmas. I went on quarrying for Mr Briton after that. I am now claiming for work partly done before he left, and part afterwards. [702, 1288, 836, 1567]
paragraph: About half-past 6 this morning, a fire broke out in the Billiard-room of the Caledonian Hotel; the kitchen, bedrooms, billiard-room, and other parts of the buildings were burnt to the ground. A large quantity of furniture was destroyed. The loss is about £500. The goods in Warby's and also in Morris's stores were hurried into the street; some damage was done by its removal. The fire is now subdued. The townspeople assisted nobly in saving property and extinguishing the fire. [148, 1181, 279, 1274]
dateline: QUEENSCLIFF, May 11. [202, 1036, 279, 1044]
table-cell: February [426, 195, 453, 202]
region-heading: VICTORIA. [193, 87, 233, 95]
headline: MARKETS. [55, 962, 95, 971]
paragraph: America's second note to America declines arbitration on the basis of the inadmissability of the indirect claims. [286, 675, 417, 696]
paragraph: Mr Forster has relinquished his attempt to form a Ministry, and Mr Parkes has been sent for. [9, 994, 140, 1016]
headline: OF THE [62, 868, 87, 875]
table-cell: 121 [462, 155, 474, 163]
column-rule [420, 27, 421, 1134]
paragraph: The further consideration of the point was reserved, and the Court adjourned until next morning at half-past ten o'clock. [702, 1613, 836, 1635]
dateline: HAY, May 13. [375, 61, 417, 69]
paragraph: The Californian mail arrangements of the Government give great dissatisfaction. [148, 152, 279, 175]
paragraph: On the police estimates being considered, notice of motion was given to the effect that the pay be increased. [9, 794, 140, 817]
paragraph: The vessel reported to be in distress was the barque Tell, from Adelaide to Melbourne, only have to, and not on shore as it was thought. [148, 460, 279, 490]
byline: Before W. FRASER, Esq., R.M. [582, 298, 677, 305]
dateline: AUCKLAND, 8 p.m. [79, 236, 140, 245]
newspaper-title: THE THAMES GUARDIAN AND MINING RECORD. [269, 5, 575, 17]
section-heading: MINING [458, 322, 524, 338]
table-cell: 336 [462, 161, 474, 169]
table-cell: 378 [462, 182, 474, 189]
headline: S.S. HERO. [47, 878, 102, 889]
headline: DISTRICT COURT.—YESTERDAY. [569, 669, 689, 678]
headline: EXECUTION OF FEENEY. [28, 929, 121, 937]
table-cell: 0 [552, 168, 555, 176]
paragraph: The sea is still encroaching. The property in the neighbourhood of the Empire Hotel is in jeopardy from the next tide. [9, 504, 140, 534]
paragraph: Mr O'Donohoe, store-keeper, of Lochinvar, was, last night, thrown from his horse at Rutherford, and killed. [286, 186, 417, 209]
paragraph: The Malaccan rebellion is causing great anxiety to the Chinese Government. [286, 613, 417, 628]
paragraph: Meetings are being held in various parts of the colony in support of the Ministerial policy. [148, 335, 279, 358]
table-cell: Total [426, 208, 441, 216]
divider [730, 1638, 808, 1639]
paragraph: The Government have refused six convicts to prosecute the Tichborne claimant. [286, 707, 417, 730]
paragraph: The Volunteer rifle match between Goulburn and Kiama was won by the latter by 75 points. [148, 1377, 279, 1400]
